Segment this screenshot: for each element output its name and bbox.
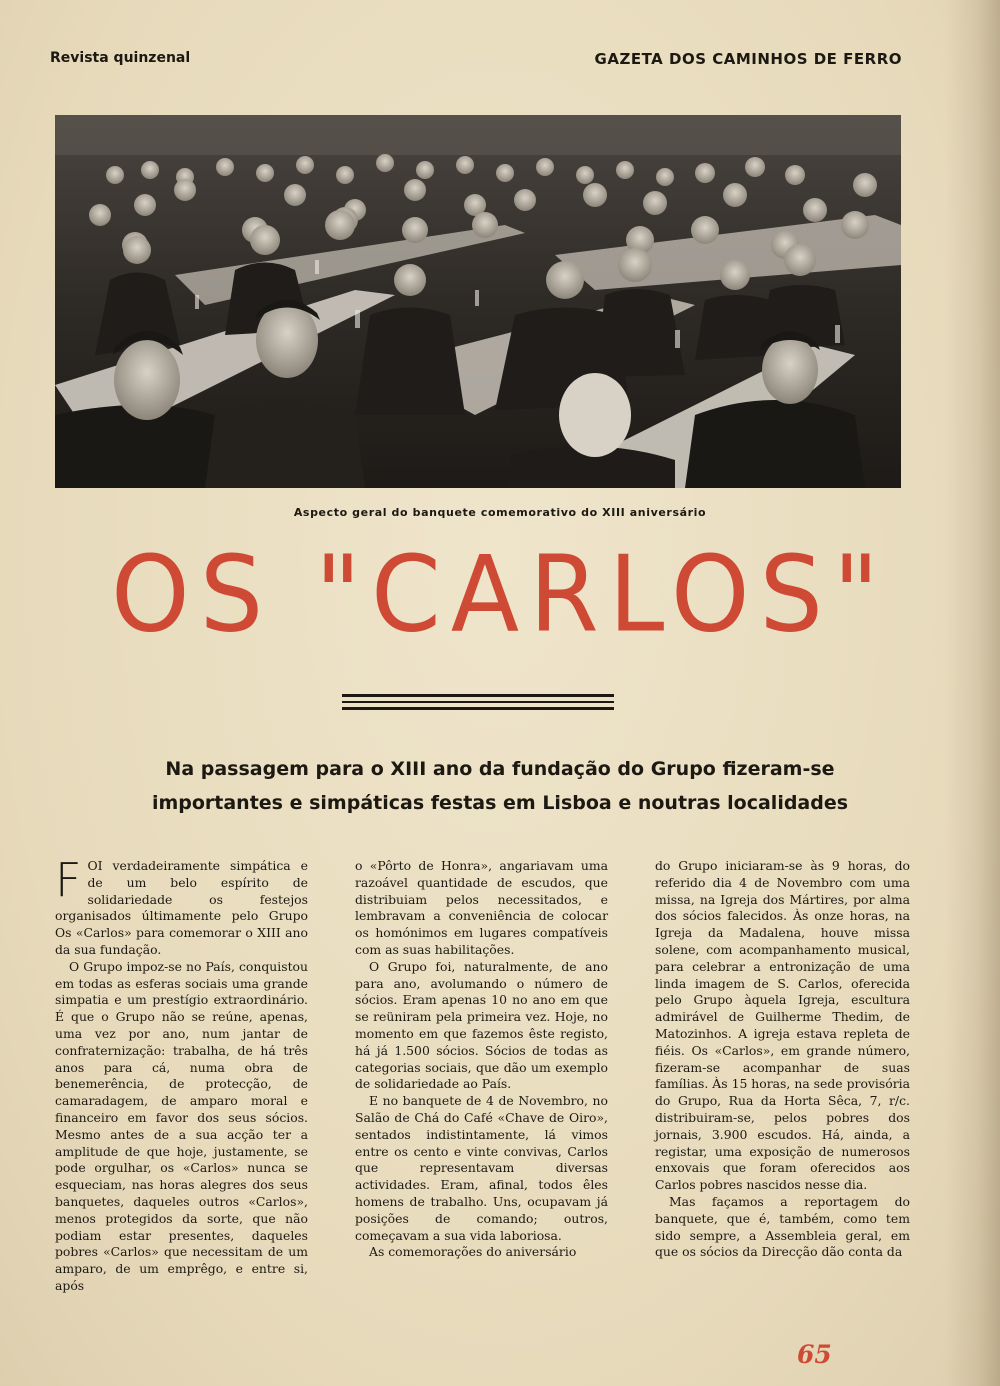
paragraph-text: OI verdadeiramente simpática e de um belo espírito de solidariedade os festejos organisados últimamente pelo Grupo Os «Carlos» para comemorar o XIII ano da sua fundação. [55, 858, 308, 957]
title-rule-middle [342, 701, 614, 703]
article-column-2 [355, 858, 608, 1261]
subtitle-line-2: importantes e simpáticas festas em Lisboa e noutras localidades [151, 792, 849, 814]
paragraph: O Grupo impoz-se no País, conquistou em todas as esferas sociais uma grande simpatia e um prestígio extraordinário. É que o Grupo não se reúne, apenas, uma vez por ano, num jantar de confraternização: trabalha, de há três anos para cá, numa obra de benemerência, de protecção, de camaradagem, de amparo moral e financeiro em favor dos seus sócios. Mesmo antes de a sua acção ter a amplitude de que hoje, justamente, se pode orgulhar, os «Carlos» nunca se esqueciam, nas horas alegres dos seus banquetes, daqueles outros «Carlos», menos protegidos da sorte, que não podiam estar presentes, daqueles pobres «Carlos» que necessitam de um amparo, de um emprêgo, e entre si, após [55, 958, 308, 1293]
banquet-photo-illustration [55, 115, 901, 488]
page-edge-shadow [945, 0, 1000, 1386]
article-column-1 [55, 853, 308, 1295]
paragraph: O Grupo foi, naturalmente, de ano para ano, avolumando o número de sócios. Eram apenas 10 no ano em que se reüniram pela primeira vez. Hoje, no momento em que fazemos êste registo, há já 1.500 sócios. Sócios de todas as categorias sociais, que dão um exemplo de solidariedade ao País. [355, 958, 608, 1092]
title-rule-top [342, 694, 614, 697]
paragraph [55, 853, 308, 959]
header-publication-frequency: Revista quinzenal [50, 50, 191, 66]
paragraph: E no banquete de 4 de Novembro, no Salão de Chá do Café «Chave de Oiro», sentados indistintamente, lá vimos entre os cento e vinte convivas, Carlos que representavam diversas actividades. Eram, afinal, todos êles homens de trabalho. Uns, ocupavam já posições de comando; outros, começavam a sua vida laboriosa. [355, 1093, 608, 1243]
page-number: 65 [797, 1340, 832, 1369]
banquet-photo [55, 115, 901, 488]
header-magazine-name: GAZETA DOS CAMINHOS DE FERRO [594, 50, 902, 68]
title-rule-bottom [342, 707, 614, 710]
paragraph: o «Pôrto de Honra», angariavam uma razoável quantidade de escudos, que distribuiam pelos necessitados, e lembravam a conveniência de colocar os homónimos em lugares compatíveis com as suas habilitações. [355, 858, 608, 957]
article-title: OS "CARLOS" [110, 533, 890, 656]
article-subtitle [60, 752, 940, 820]
photo-caption: Aspecto geral do banquete comemorativo do XIII aniversário [293, 506, 707, 519]
paragraph: As comemorações do aniversário [369, 1244, 577, 1260]
drop-cap: F [55, 853, 82, 907]
paragraph: Mas façamos a reportagem do banquete, que é, também, como tem sido sempre, a Assembleia geral, em que os sócios da Direcção dão conta da [655, 1193, 910, 1260]
article-column-3 [655, 858, 910, 1261]
paragraph: do Grupo iniciaram-se às 9 horas, do referido dia 4 de Novembro com uma missa, na Igreja dos Mártires, por alma dos sócios falecidos. Às onze horas, na Igreja da Madalena, houve missa solene, com acompanhamento musical, para celebrar a entronização de uma linda imagem de S. Carlos, oferecida pelo Grupo àquela Igreja, escultura admirável de Guilherme Thedim, de Matozinhos. A igreja estava repleta de fiéis. Os «Carlos», em grande número, fizeram-se acompanhar de suas famílias. Às 15 horas, na sede provisória do Grupo, Rua da Horta Sêca, 7, r/c. distribuiram-se, pelos pobres dos jornais, 3.900 escudos. Há, ainda, a registar, uma exposição de numerosos enxovais que foram oferecidos aos Carlos pobres nascidos nesse dia. [655, 858, 910, 1193]
subtitle-line-1: Na passagem para o XIII ano da fundação do Grupo fizeram-se [165, 758, 835, 780]
